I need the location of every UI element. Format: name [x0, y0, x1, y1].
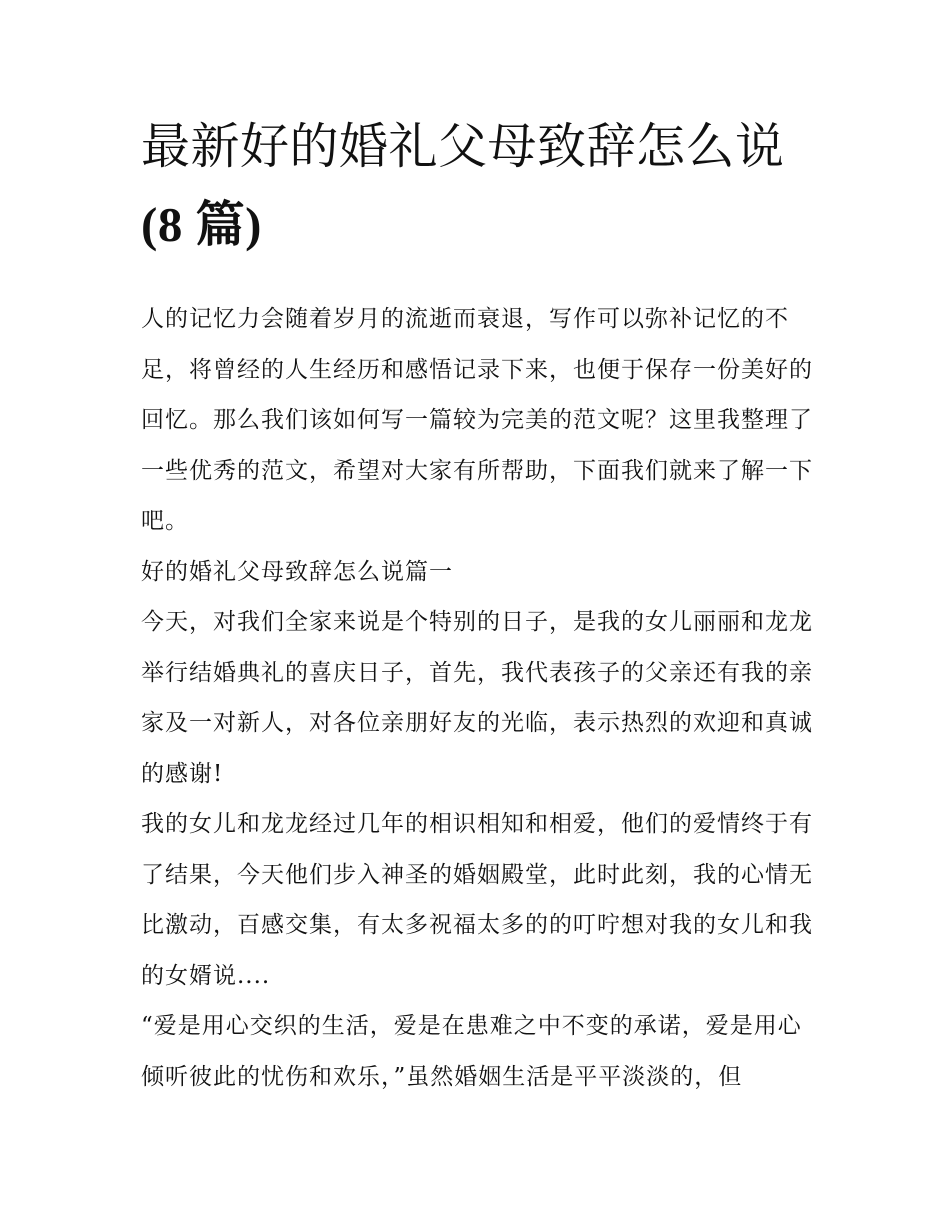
body-paragraph-2: 我的女儿和龙龙经过几年的相识相知和相爱，他们的爱情终于有了结果，今天他们步入神圣的婚姻殿堂，此时此刻，我的心情无比激动，百感交集，有太多祝福太多的的叮咛想对我的女儿和我的女婿说.... [141, 811, 813, 989]
section-heading: 好的婚礼父母致辞怎么说篇一 [141, 558, 453, 585]
title-count-number: 8 [157, 197, 183, 252]
title-count-close: 篇) [182, 197, 262, 252]
intro-paragraph: 人的记忆力会随着岁月的流逝而衰退，写作可以弥补记忆的不足，将曾经的人生经历和感悟记录下来，也便于保存一份美好的回忆。那么我们该如何写一篇较为完美的范文呢？这里我整理了一些优秀的范文，希望对大家有所帮助，下面我们就来了解一下吧。 [141, 306, 813, 534]
body-paragraph-3: “爱是用心交织的生活，爱是在患难之中不变的承诺，爱是用心倾听彼此的忧伤和欢乐，”虽然婚姻生活是平平淡淡的，但 [141, 1013, 802, 1090]
body-paragraph-1: 今天，对我们全家来说是个特别的日子，是我的女儿丽丽和龙龙举行结婚典礼的喜庆日子，首先，我代表孩子的父亲还有我的亲家及一对新人，对各位亲朋好友的光临，表示热烈的欢迎和真诚的感谢! [141, 609, 813, 787]
title-main: 最新好的婚礼父母致辞怎么说 [141, 118, 785, 175]
document-page [141, 108, 821, 1102]
title-count-open: ( [141, 197, 158, 252]
document-title [141, 108, 821, 264]
